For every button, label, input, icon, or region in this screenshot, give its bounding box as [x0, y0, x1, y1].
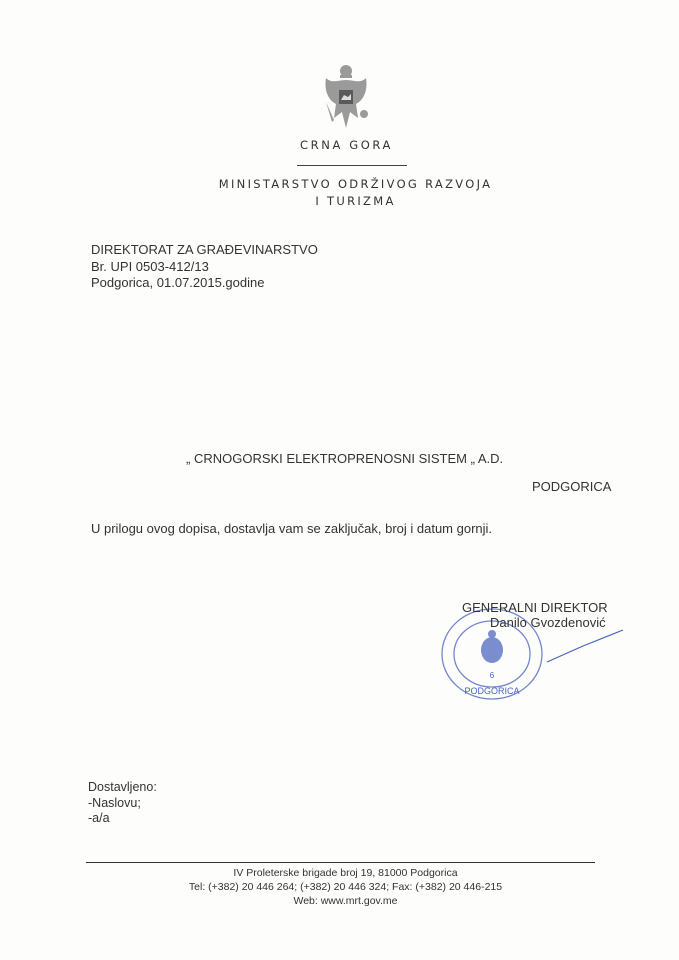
directorate: DIREKTORAT ZA GRAĐEVINARSTVO [91, 242, 318, 257]
stamp-city: PODGORICA [464, 686, 520, 696]
signature-stroke-icon [545, 626, 625, 666]
delivered-to-label: Dostavljeno: [88, 780, 157, 794]
footer-divider [86, 862, 595, 863]
stamp-number: 6 [489, 671, 495, 680]
delivered-to [88, 780, 157, 827]
country-name: CRNA GORA [300, 138, 393, 152]
ministry-line-1: MINISTARSTVO ODRŽIVOG RAZVOJA [218, 177, 493, 191]
place-date: Podgorica, 01.07.2015.godine [91, 275, 265, 290]
footer-phones: Tel: (+382) 20 446 264; (+382) 20 446 324; Fax: (+382) 20 446-215 [188, 881, 503, 893]
signatory-name: Danilo Gvozdenović [490, 615, 606, 630]
delivered-to-item: -Naslovu; [88, 795, 141, 810]
recipient-city: PODGORICA [532, 479, 612, 494]
footer [0, 866, 679, 908]
letter-body: U prilogu ovog dopisa, dostavlja vam se zaključak, broj i datum gornji. [91, 521, 493, 536]
ministry-name [0, 176, 679, 210]
header-divider [297, 165, 407, 166]
signatory-title: GENERALNI DIREKTOR [462, 600, 608, 615]
ministry-line-2: I TURIZMA [315, 194, 396, 208]
footer-web: Web: www.mrt.gov.me [293, 895, 398, 907]
reference-block [91, 242, 318, 292]
reference-number: Br. UPI 0503-412/13 [91, 258, 209, 274]
coat-of-arms-icon [320, 62, 372, 134]
recipient-name: „ CRNOGORSKI ELEKTROPRENOSNI SISTEM „ A.D. [186, 451, 504, 466]
footer-address: IV Proleterske brigade broj 19, 81000 Podgorica [233, 867, 458, 879]
delivered-to-item: -a/a [88, 811, 110, 825]
